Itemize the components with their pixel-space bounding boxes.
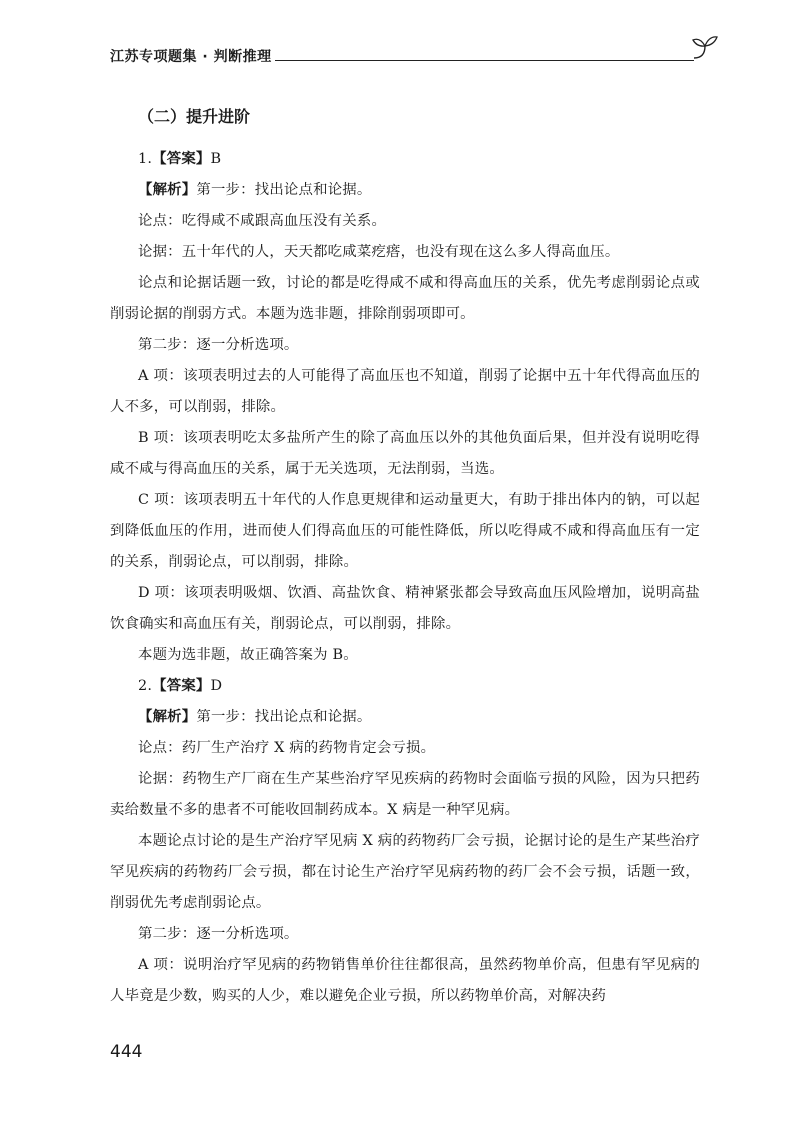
page-number: 444 — [110, 1042, 143, 1062]
section-title: （二）提升进阶 — [138, 107, 251, 126]
q1-paragraph: 论点和论据话题一致，讨论的都是吃得咸不咸和得高血压的关系，优先考虑削弱论点或削弱论据的削弱方式。本题为选非题，排除削弱项即可。 — [110, 275, 700, 322]
q1-evidence: 论据：五十年代的人，天天都吃咸菜疙瘩，也没有现在这么多人得高血压。 — [138, 244, 620, 260]
q2-number: 2. — [138, 678, 153, 694]
q1-option-d: D 项：该项表明吸烟、饮酒、高盐饮食、精神紧张都会导致高血压风险增加，说明高盐饮食确实和高血压有关，削弱论点，可以削弱，排除。 — [110, 585, 700, 632]
q2-answer-label: 【答案】 — [152, 678, 211, 694]
q1-option-a: A 项：该项表明过去的人可能得了高血压也不知道，削弱了论据中五十年代得高血压的人不多，可以削弱，排除。 — [110, 368, 700, 415]
q2-step2: 第二步：逐一分析选项。 — [138, 926, 299, 942]
header-rule — [275, 60, 694, 61]
q2-answer: D — [210, 678, 223, 694]
answer-content — [110, 144, 700, 1012]
q2-step1: 第一步：找出论点和论据。 — [196, 709, 372, 725]
q2-paragraph: 本题论点讨论的是生产治疗罕见病 X 病的药物药厂会亏损，论据讨论的是生产某些治疗罕见疾病的药物药厂会亏损，都在讨论生产治疗罕见病药物的药厂会不会亏损，话题一致，削弱优先考虑削弱论点。 — [110, 833, 700, 911]
q2-analysis-step1 — [110, 702, 700, 733]
header-title: 江苏专项题集 · 判断推理 — [110, 49, 272, 65]
q1-claim: 论点：吃得咸不咸跟高血压没有关系。 — [138, 213, 387, 229]
q2-claim: 论点：药厂生产治疗 X 病的药物肯定会亏损。 — [138, 740, 436, 756]
q2-analysis-label: 【解析】 — [138, 709, 197, 725]
sprout-icon — [690, 32, 720, 62]
q2-option-a: A 项：说明治疗罕见病的药物销售单价往往都很高，虽然药物单价高，但患有罕见病的人毕竟是少数，购买的人少，难以避免企业亏损，所以药物单价高，对解决药 — [110, 957, 700, 1004]
q1-analysis-step1 — [110, 175, 700, 206]
q1-step2: 第二步：逐一分析选项。 — [138, 337, 299, 353]
q1-option-b: B 项：该项表明吃太多盐所产生的除了高血压以外的其他负面后果，但并没有说明吃得咸不咸与得高血压的关系，属于无关选项，无法削弱，当选。 — [110, 430, 700, 477]
q1-answer-line — [110, 144, 700, 175]
q2-evidence: 论据：药物生产厂商在生产某些治疗罕见疾病的药物时会面临亏损的风险，因为只把药卖给数量不多的患者不可能收回制药成本。X 病是一种罕见病。 — [110, 771, 700, 818]
q1-analysis-label: 【解析】 — [138, 182, 197, 198]
q1-step1: 第一步：找出论点和论据。 — [196, 182, 372, 198]
q1-conclusion: 本题为选非题，故正确答案为 B。 — [138, 647, 358, 663]
running-header — [110, 44, 720, 68]
q1-answer: B — [210, 151, 222, 167]
q1-option-c: C 项：该项表明五十年代的人作息更规律和运动量更大，有助于排出体内的钠，可以起到降低血压的作用，进而使人们得高血压的可能性降低，所以吃得咸不咸和得高血压有一定的关系，削弱论点，可以削弱，排除。 — [110, 492, 700, 570]
q1-answer-label: 【答案】 — [152, 151, 211, 167]
q2-answer-line — [110, 671, 700, 702]
q1-number: 1. — [138, 151, 153, 167]
